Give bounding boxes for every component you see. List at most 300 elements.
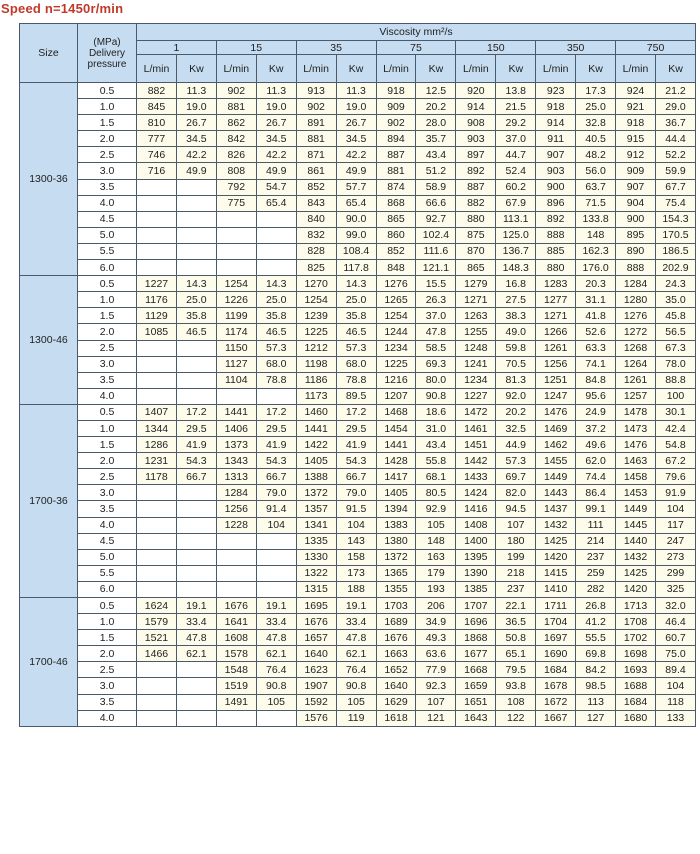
power-cell: 37.2: [576, 420, 616, 436]
power-cell: 42.4: [655, 420, 695, 436]
table-row: [20, 147, 696, 163]
power-cell: 94.5: [496, 501, 536, 517]
power-cell: 57.3: [496, 453, 536, 469]
power-cell: 273: [655, 549, 695, 565]
flow-cell: 1226: [216, 292, 256, 308]
flow-cell: 1469: [536, 420, 576, 436]
flow-cell: 1422: [296, 437, 336, 453]
flow-cell: 1286: [137, 437, 177, 453]
col-flow-header: L/min: [536, 55, 576, 83]
table-row: [20, 163, 696, 179]
flow-cell: 1417: [376, 469, 416, 485]
power-cell: 91.5: [336, 501, 376, 517]
table-row: [20, 243, 696, 259]
power-cell: 35.8: [336, 308, 376, 324]
pressure-cell: 1.0: [78, 292, 137, 308]
flow-cell: 1702: [616, 630, 656, 646]
power-cell: 76.4: [336, 662, 376, 678]
power-cell: [176, 356, 216, 372]
power-cell: 33.4: [176, 614, 216, 630]
table-row: [20, 646, 696, 662]
flow-cell: 892: [456, 163, 496, 179]
flow-cell: 1696: [456, 614, 496, 630]
power-cell: 19.1: [176, 598, 216, 614]
power-cell: 74.4: [576, 469, 616, 485]
flow-cell: 1576: [296, 710, 336, 726]
table-row: [20, 533, 696, 549]
power-cell: 11.3: [256, 83, 296, 99]
flow-cell: 892: [536, 211, 576, 227]
flow-cell: 1254: [216, 276, 256, 292]
power-cell: [256, 211, 296, 227]
flow-cell: 1680: [616, 710, 656, 726]
flow-cell: 1461: [456, 420, 496, 436]
power-cell: 68.1: [416, 469, 456, 485]
power-cell: 91.9: [655, 485, 695, 501]
power-cell: 105: [256, 694, 296, 710]
flow-cell: 882: [456, 195, 496, 211]
flow-cell: 865: [376, 211, 416, 227]
pressure-cell: 1.5: [78, 115, 137, 131]
power-cell: 63.6: [416, 646, 456, 662]
power-cell: 67.9: [496, 195, 536, 211]
power-cell: 82.0: [496, 485, 536, 501]
flow-cell: 1442: [456, 453, 496, 469]
flow-cell: 1255: [456, 324, 496, 340]
power-cell: 35.0: [655, 292, 695, 308]
power-cell: 42.2: [176, 147, 216, 163]
flow-cell: 1256: [536, 356, 576, 372]
power-cell: 163: [416, 549, 456, 565]
flow-cell: 912: [616, 147, 656, 163]
power-cell: 32.5: [496, 420, 536, 436]
flow-cell: 1268: [616, 340, 656, 356]
power-cell: 47.8: [176, 630, 216, 646]
table-row: [20, 324, 696, 340]
viscosity-350: 350: [536, 41, 616, 55]
pressure-cell: 3.5: [78, 179, 137, 195]
flow-cell: 909: [376, 99, 416, 115]
power-cell: 34.5: [256, 131, 296, 147]
power-cell: 90.8: [256, 678, 296, 694]
flow-cell: [137, 517, 177, 533]
flow-cell: 852: [296, 179, 336, 195]
power-cell: 84.8: [576, 372, 616, 388]
power-cell: 34.9: [416, 614, 456, 630]
flow-cell: 1689: [376, 614, 416, 630]
table-row: [20, 131, 696, 147]
flow-cell: [137, 356, 177, 372]
power-cell: 65.1: [496, 646, 536, 662]
power-cell: 43.4: [416, 437, 456, 453]
flow-cell: 843: [296, 195, 336, 211]
power-cell: 158: [336, 549, 376, 565]
flow-cell: 1697: [536, 630, 576, 646]
flow-cell: [216, 565, 256, 581]
power-cell: 28.0: [416, 115, 456, 131]
flow-cell: 1657: [296, 630, 336, 646]
header-pressure-line2: Delivery: [88, 47, 126, 59]
flow-cell: 1405: [296, 453, 336, 469]
power-cell: 186.5: [655, 243, 695, 259]
power-cell: 133.8: [576, 211, 616, 227]
flow-cell: 1463: [616, 453, 656, 469]
flow-cell: 1455: [536, 453, 576, 469]
col-power-header: Kw: [176, 55, 216, 83]
flow-cell: 1085: [137, 324, 177, 340]
power-cell: 26.7: [336, 115, 376, 131]
pressure-cell: 3.5: [78, 372, 137, 388]
table-row: [20, 404, 696, 420]
flow-cell: 1284: [216, 485, 256, 501]
power-cell: 133: [655, 710, 695, 726]
flow-cell: 900: [536, 179, 576, 195]
table-row: [20, 549, 696, 565]
flow-cell: [137, 694, 177, 710]
col-flow-header: L/min: [216, 55, 256, 83]
power-cell: 17.2: [176, 404, 216, 420]
flow-cell: 1693: [616, 662, 656, 678]
flow-cell: 1698: [616, 646, 656, 662]
power-cell: 51.2: [416, 163, 456, 179]
power-cell: 118: [655, 694, 695, 710]
power-cell: 42.2: [256, 147, 296, 163]
flow-cell: 921: [616, 99, 656, 115]
power-cell: 67.2: [655, 453, 695, 469]
power-cell: 111: [576, 517, 616, 533]
power-cell: 30.1: [655, 404, 695, 420]
power-cell: 66.7: [336, 469, 376, 485]
flow-cell: [216, 710, 256, 726]
col-power-header: Kw: [576, 55, 616, 83]
flow-cell: 918: [376, 83, 416, 99]
flow-cell: 1684: [616, 694, 656, 710]
flow-cell: 1408: [456, 517, 496, 533]
flow-cell: 881: [216, 99, 256, 115]
flow-cell: 1640: [296, 646, 336, 662]
flow-cell: 1400: [456, 533, 496, 549]
flow-cell: 1460: [296, 404, 336, 420]
power-cell: 80.0: [416, 372, 456, 388]
pressure-cell: 0.5: [78, 598, 137, 614]
power-cell: [256, 581, 296, 597]
power-cell: 32.0: [655, 598, 695, 614]
flow-cell: 792: [216, 179, 256, 195]
flow-cell: 1406: [216, 420, 256, 436]
power-cell: 35.8: [256, 308, 296, 324]
flow-cell: 1688: [616, 678, 656, 694]
flow-cell: [216, 243, 256, 259]
power-cell: 148.3: [496, 260, 536, 276]
flow-cell: 1441: [296, 420, 336, 436]
power-cell: 31.0: [416, 420, 456, 436]
col-power-header: Kw: [496, 55, 536, 83]
power-cell: 180: [496, 533, 536, 549]
flow-cell: [137, 581, 177, 597]
flow-cell: 1372: [296, 485, 336, 501]
flow-cell: 1198: [296, 356, 336, 372]
col-power-header: Kw: [655, 55, 695, 83]
flow-cell: [216, 581, 256, 597]
table-row: [20, 308, 696, 324]
flow-cell: 1624: [137, 598, 177, 614]
flow-cell: 1548: [216, 662, 256, 678]
flow-cell: 1254: [296, 292, 336, 308]
flow-cell: 840: [296, 211, 336, 227]
power-cell: 136.7: [496, 243, 536, 259]
power-cell: 46.5: [336, 324, 376, 340]
flow-cell: 1592: [296, 694, 336, 710]
flow-cell: 868: [376, 195, 416, 211]
flow-cell: 1420: [616, 581, 656, 597]
power-cell: 44.7: [496, 147, 536, 163]
flow-cell: 1659: [456, 678, 496, 694]
flow-cell: 1207: [376, 388, 416, 404]
power-cell: 12.5: [416, 83, 456, 99]
flow-cell: 891: [296, 115, 336, 131]
flow-cell: 1244: [376, 324, 416, 340]
power-cell: 79.0: [336, 485, 376, 501]
power-cell: 74.1: [576, 356, 616, 372]
flow-cell: 1437: [536, 501, 576, 517]
flow-cell: 887: [456, 179, 496, 195]
flow-cell: 907: [616, 179, 656, 195]
power-cell: 11.3: [176, 83, 216, 99]
flow-cell: 746: [137, 147, 177, 163]
table-row: [20, 501, 696, 517]
power-cell: 50.8: [496, 630, 536, 646]
pressure-cell: 0.5: [78, 276, 137, 292]
flow-cell: 862: [216, 115, 256, 131]
flow-cell: 1473: [616, 420, 656, 436]
table-row: [20, 694, 696, 710]
table-row: [20, 437, 696, 453]
power-cell: 57.3: [256, 340, 296, 356]
flow-cell: 1225: [376, 356, 416, 372]
flow-cell: 1704: [536, 614, 576, 630]
flow-cell: 1478: [616, 404, 656, 420]
power-cell: 237: [576, 549, 616, 565]
power-cell: [256, 533, 296, 549]
flow-cell: 1322: [296, 565, 336, 581]
flow-cell: 888: [616, 260, 656, 276]
pressure-cell: 1.0: [78, 420, 137, 436]
flow-cell: [137, 710, 177, 726]
power-cell: 60.7: [655, 630, 695, 646]
flow-cell: 1684: [536, 662, 576, 678]
power-cell: 107: [496, 517, 536, 533]
power-cell: 90.0: [336, 211, 376, 227]
flow-cell: 908: [456, 115, 496, 131]
flow-cell: 909: [616, 163, 656, 179]
flow-cell: 1271: [456, 292, 496, 308]
power-cell: 52.6: [576, 324, 616, 340]
power-cell: 54.3: [256, 453, 296, 469]
table-row: [20, 598, 696, 614]
flow-cell: 1104: [216, 372, 256, 388]
flow-cell: [137, 260, 177, 276]
flow-cell: 1263: [456, 308, 496, 324]
power-cell: 14.3: [256, 276, 296, 292]
pressure-cell: 4.5: [78, 211, 137, 227]
flow-cell: 1462: [536, 437, 576, 453]
flow-cell: 920: [456, 83, 496, 99]
flow-cell: 1618: [376, 710, 416, 726]
flow-cell: 716: [137, 163, 177, 179]
power-cell: 54.7: [256, 179, 296, 195]
power-cell: [176, 678, 216, 694]
flow-cell: 1468: [376, 404, 416, 420]
power-cell: 26.3: [416, 292, 456, 308]
flow-cell: 1451: [456, 437, 496, 453]
power-cell: 173: [336, 565, 376, 581]
table-row: [20, 179, 696, 195]
table-row: [20, 485, 696, 501]
power-cell: 36.7: [655, 115, 695, 131]
flow-cell: 1868: [456, 630, 496, 646]
power-cell: 282: [576, 581, 616, 597]
flow-cell: 1707: [456, 598, 496, 614]
power-cell: 24.9: [576, 404, 616, 420]
flow-cell: 1441: [216, 404, 256, 420]
flow-cell: 1677: [456, 646, 496, 662]
power-cell: 43.4: [416, 147, 456, 163]
power-cell: 78.8: [336, 372, 376, 388]
flow-cell: 900: [616, 211, 656, 227]
flow-cell: 1453: [616, 485, 656, 501]
power-cell: 57.7: [336, 179, 376, 195]
flow-cell: 1341: [296, 517, 336, 533]
flow-cell: [137, 243, 177, 259]
power-cell: 47.8: [416, 324, 456, 340]
size-cell: 1700-36: [20, 404, 78, 597]
power-cell: 75.0: [655, 646, 695, 662]
flow-cell: 1425: [536, 533, 576, 549]
power-cell: [176, 565, 216, 581]
pressure-cell: 3.0: [78, 356, 137, 372]
power-cell: 77.9: [416, 662, 456, 678]
power-cell: 108: [496, 694, 536, 710]
viscosity-750: 750: [616, 41, 696, 55]
pressure-cell: 1.0: [78, 99, 137, 115]
power-cell: [256, 388, 296, 404]
power-cell: 67.7: [655, 179, 695, 195]
flow-cell: 1449: [536, 469, 576, 485]
flow-cell: 913: [296, 83, 336, 99]
power-cell: 162.3: [576, 243, 616, 259]
flow-cell: [216, 227, 256, 243]
flow-cell: 1199: [216, 308, 256, 324]
power-cell: 113.1: [496, 211, 536, 227]
power-cell: 41.9: [256, 437, 296, 453]
power-cell: [176, 179, 216, 195]
power-cell: 26.8: [576, 598, 616, 614]
power-cell: 170.5: [655, 227, 695, 243]
flow-cell: 1150: [216, 340, 256, 356]
flow-cell: 1395: [456, 549, 496, 565]
power-cell: 20.3: [576, 276, 616, 292]
flow-cell: 1234: [376, 340, 416, 356]
col-power-header: Kw: [336, 55, 376, 83]
power-cell: 102.4: [416, 227, 456, 243]
power-cell: 19.0: [336, 99, 376, 115]
power-cell: 16.8: [496, 276, 536, 292]
power-cell: 27.5: [496, 292, 536, 308]
pressure-cell: 5.5: [78, 243, 137, 259]
size-cell: 1300-46: [20, 276, 78, 405]
power-cell: [256, 710, 296, 726]
power-cell: 148: [416, 533, 456, 549]
flow-cell: 1432: [616, 549, 656, 565]
flow-cell: 1276: [376, 276, 416, 292]
flow-cell: 1343: [216, 453, 256, 469]
flow-cell: [137, 388, 177, 404]
power-cell: 29.0: [655, 99, 695, 115]
power-cell: 40.5: [576, 131, 616, 147]
flow-cell: [137, 372, 177, 388]
flow-cell: 880: [456, 211, 496, 227]
power-cell: 41.8: [576, 308, 616, 324]
flow-cell: 1216: [376, 372, 416, 388]
power-cell: [256, 565, 296, 581]
table-row: [20, 420, 696, 436]
power-cell: 92.7: [416, 211, 456, 227]
power-cell: 15.5: [416, 276, 456, 292]
power-cell: 34.5: [336, 131, 376, 147]
power-cell: [176, 485, 216, 501]
power-cell: 63.3: [576, 340, 616, 356]
pressure-cell: 2.0: [78, 324, 137, 340]
table-row: [20, 662, 696, 678]
power-cell: 76.4: [256, 662, 296, 678]
flow-cell: 828: [296, 243, 336, 259]
power-cell: 259: [576, 565, 616, 581]
table-row: [20, 372, 696, 388]
power-cell: 36.5: [496, 614, 536, 630]
power-cell: 35.7: [416, 131, 456, 147]
flow-cell: 1454: [376, 420, 416, 436]
flow-cell: 1711: [536, 598, 576, 614]
power-cell: 37.0: [416, 308, 456, 324]
power-cell: 59.9: [655, 163, 695, 179]
pressure-cell: 4.0: [78, 517, 137, 533]
power-cell: 84.2: [576, 662, 616, 678]
flow-cell: 1443: [536, 485, 576, 501]
size-cell: 1700-46: [20, 598, 78, 727]
pressure-cell: 3.5: [78, 694, 137, 710]
flow-cell: 1424: [456, 485, 496, 501]
power-cell: 218: [496, 565, 536, 581]
pressure-cell: 3.5: [78, 501, 137, 517]
flow-cell: 1272: [616, 324, 656, 340]
flow-cell: 1668: [456, 662, 496, 678]
flow-cell: 902: [216, 83, 256, 99]
flow-cell: 1251: [536, 372, 576, 388]
flow-cell: [137, 678, 177, 694]
flow-cell: 1315: [296, 581, 336, 597]
power-cell: 58.9: [416, 179, 456, 195]
flow-cell: 1713: [616, 598, 656, 614]
power-cell: [176, 581, 216, 597]
power-cell: 127: [576, 710, 616, 726]
flow-cell: 1186: [296, 372, 336, 388]
header-size: Size: [20, 24, 78, 83]
pressure-cell: 2.0: [78, 646, 137, 662]
power-cell: 41.9: [336, 437, 376, 453]
power-cell: 122: [496, 710, 536, 726]
flow-cell: 918: [536, 99, 576, 115]
flow-cell: 1676: [296, 614, 336, 630]
